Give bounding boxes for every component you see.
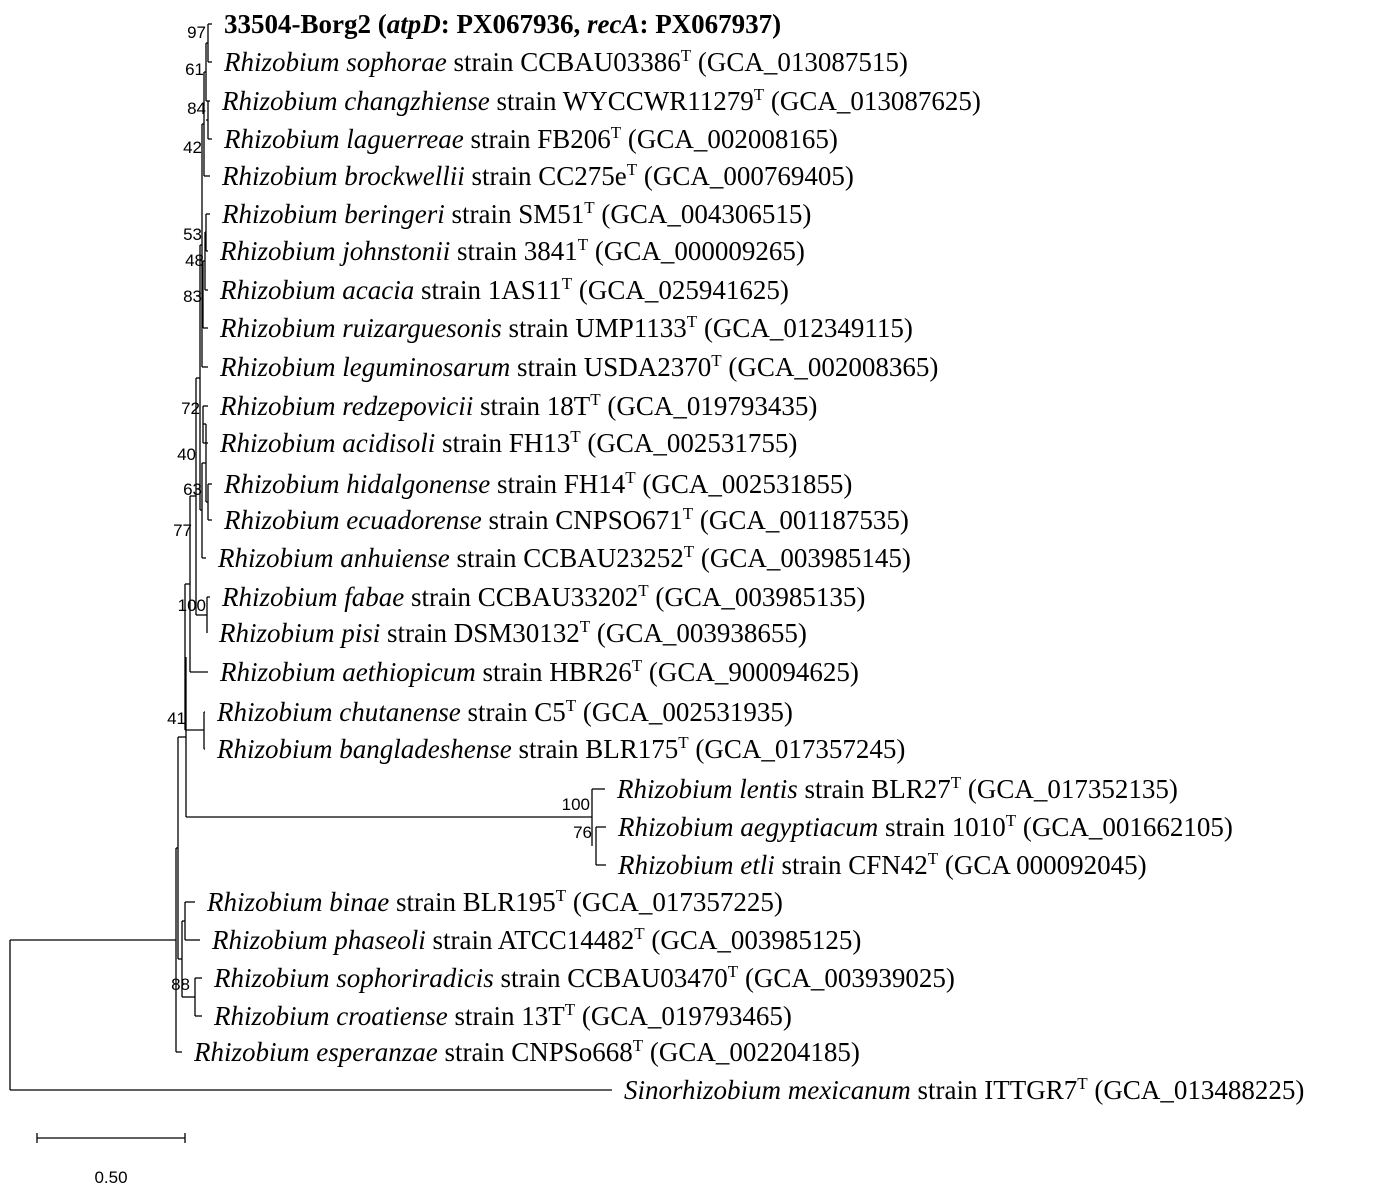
bootstrap-value: 84 [187,99,206,118]
species-name: Sinorhizobium mexicanum [624,1075,911,1105]
genome-accession: (GCA_004306515) [594,199,812,229]
genome-accession: (GCA_001187535) [693,505,909,535]
type-strain-mark: T [626,160,638,179]
scale-bar [37,1133,185,1186]
type-strain-mark: T [632,1036,644,1055]
genome-accession: (GCA_002008165) [621,124,838,154]
genome-accession: (GCA_003938655) [590,618,807,648]
gene-accession: : PX067937) [639,9,782,39]
type-strain-mark: T [565,696,577,715]
species-name: Rhizobium beringeri [222,199,445,229]
taxon-label [193,1036,860,1067]
strain-name: strain 1AS11 [414,275,562,305]
taxon-label [221,581,865,612]
bootstrap-value: 72 [181,399,200,418]
query-strain-label [224,9,781,39]
strain-name: strain BLR175 [511,734,679,764]
species-name: Rhizobium ruizarguesonis [220,313,502,343]
species-name: Rhizobium brockwellii [222,161,465,191]
species-name: Rhizobium bangladeshense [217,734,512,764]
type-strain-mark: T [1077,1074,1088,1093]
genome-accession: (GCA_003985125) [644,925,862,955]
taxon-label [219,390,817,421]
species-name: Rhizobium ecuadorense [224,505,482,535]
strain-name: strain CFN42 [774,850,928,880]
type-strain-mark: T [584,198,595,217]
species-name: Rhizobium johnstonii [220,236,451,266]
species-name: Rhizobium sophorae [224,47,447,77]
strain-name: strain ITTGR7 [910,1075,1078,1105]
bootstrap-value: 97 [187,23,206,42]
type-strain-mark: T [564,1000,576,1019]
genome-accession: (GCA_019793435) [600,391,818,421]
type-strain-mark: T [682,504,694,523]
genome-accession: (GCA_900094625) [642,657,859,687]
bootstrap-value: 88 [171,975,190,994]
taxon-label [221,198,811,229]
species-name: Rhizobium leguminosarum [220,352,511,382]
taxon-label [219,235,805,266]
bootstrap-value: 63 [183,480,202,499]
tip-labels [193,9,1304,1105]
bootstrap-value: 41 [167,709,186,728]
strain-name: strain ATCC14482 [425,925,635,955]
genome-accession: (GCA_003939025) [738,963,955,993]
species-name: Rhizobium acacia [220,275,415,305]
genome-accession: (GCA_001662105) [1016,812,1233,842]
bootstrap-value: 42 [183,138,202,157]
genome-accession: (GCA_013087515) [691,47,908,77]
taxon-label [617,811,1233,842]
genome-accession: (GCA_019793465) [575,1001,792,1031]
type-strain-mark: T [753,85,765,104]
type-strain-mark: T [590,390,601,409]
gene-name: recA [586,9,640,39]
genome-accession: (GCA_003985145) [694,543,911,573]
bootstrap-value: 77 [173,521,192,540]
type-strain-mark: T [561,274,573,293]
type-strain-mark: T [631,656,643,675]
type-strain-mark: T [680,46,692,65]
query-paren: ( [370,9,387,39]
type-strain-mark: T [727,962,739,981]
taxon-label [617,849,1147,880]
type-strain-mark: T [577,235,589,254]
species-name: Rhizobium esperanzae [194,1037,438,1067]
genome-accession: (GCA_017357225) [566,887,783,917]
strain-name: strain BLR195 [389,887,556,917]
gene-name: atpD [386,9,441,39]
type-strain-mark: T [579,617,591,636]
species-name: Rhizobium aethiopicum [220,657,476,687]
genome-accession: (GCA_002531855) [635,469,853,499]
species-name: Rhizobium sophoriradicis [214,963,494,993]
bootstrap-value: 100 [561,795,590,814]
strain-name: strain 18T [473,391,591,421]
strain-name: strain CCBAU23252 [449,543,684,573]
strain-name: strain FH13 [435,428,571,458]
species-name: Rhizobium laguerreae [224,124,464,154]
species-name: Rhizobium hidalgonense [224,469,491,499]
species-name: Rhizobium pisi [219,618,381,648]
bootstrap-value: 100 [177,596,206,615]
taxon-label [217,542,911,573]
genome-accession: (GCA_002531755) [580,428,798,458]
taxon-label [624,1074,1304,1105]
strain-name: strain CNPSO671 [481,505,683,535]
genome-accession: (GCA_002531935) [576,697,793,727]
genome-accession: (GCA_000009265) [588,236,805,266]
type-strain-mark: T [927,849,939,868]
genome-accession: (GCA_017352135) [961,774,1178,804]
bootstrap-value: 40 [177,445,196,464]
taxon-label [219,427,797,458]
taxon-label [216,696,793,727]
strain-name: strain SM51 [444,199,585,229]
taxon-label [213,1000,792,1031]
strain-name: strain CNPSo668 [437,1037,633,1067]
strain-name: strain CCBAU33202 [404,582,639,612]
type-strain-mark: T [570,427,581,446]
taxon-label [221,85,981,116]
bootstrap-value: 53 [183,225,202,244]
type-strain-mark: T [711,351,722,370]
species-name: Rhizobium croatiense [214,1001,448,1031]
strain-name: strain CCBAU03386 [446,47,681,77]
taxon-label [221,160,854,191]
strain-name: strain USDA2370 [510,352,712,382]
strain-name: strain 3841 [450,236,578,266]
genome-accession: (GCA_000769405) [637,161,854,191]
strain-name: strain UMP1133 [501,313,687,343]
type-strain-mark: T [686,312,698,331]
genome-accession: (GCA_017357245) [688,734,906,764]
type-strain-mark: T [625,468,636,487]
type-strain-mark: T [1005,811,1017,830]
genome-accession: (GCA_013087625) [764,86,981,116]
taxon-label [216,733,905,764]
type-strain-mark: T [634,924,645,943]
type-strain-mark: T [555,886,567,905]
species-name: Rhizobium aegyptiacum [618,812,879,842]
strain-name: strain FH14 [490,469,626,499]
strain-name: strain 13T [447,1001,565,1031]
strain-name: strain CC275e [464,161,627,191]
species-name: Rhizobium redzepovicii [220,391,474,421]
genome-accession: (GCA 000092045) [938,850,1147,880]
bootstrap-value: 76 [573,823,592,842]
taxon-label [223,504,909,535]
genome-accession: (GCA_012349115) [697,313,913,343]
taxon-label [219,274,789,305]
strain-name: strain BLR27 [797,774,951,804]
strain-name: strain DSM30132 [380,618,580,648]
taxon-label [219,312,913,343]
taxon-label [219,351,938,382]
query-name: 33504-Borg2 [224,9,371,39]
species-name: Rhizobium etli [618,850,775,880]
species-name: Rhizobium chutanense [217,697,461,727]
type-strain-mark: T [638,581,649,600]
taxon-label [223,123,838,154]
species-name: Rhizobium phaseoli [212,925,426,955]
genome-accession: (GCA_013488225) [1087,1075,1305,1105]
bootstrap-value: 83 [183,287,202,306]
species-name: Rhizobium acidisoli [220,428,436,458]
taxon-label [213,962,955,993]
genome-accession: (GCA_002204185) [643,1037,860,1067]
genome-accession: (GCA_003985135) [648,582,866,612]
species-name: Rhizobium binae [207,887,390,917]
strain-name: strain C5 [460,697,566,727]
strain-name: strain WYCCWR11279 [489,86,754,116]
type-strain-mark: T [610,123,622,142]
strain-name: strain FB206 [463,124,611,154]
strain-name: strain HBR26 [475,657,632,687]
gene-accession: : PX067936, [440,9,587,39]
type-strain-mark: T [678,733,689,752]
genome-accession: (GCA_002008365) [721,352,939,382]
species-name: Rhizobium changzhiense [222,86,490,116]
taxon-label [616,773,1178,804]
taxon-label [219,656,859,687]
taxon-label [223,46,908,77]
taxon-label [218,617,807,648]
type-strain-mark: T [683,542,695,561]
bootstrap-value: 61 [185,60,204,79]
genome-accession: (GCA_025941625) [572,275,789,305]
strain-name: strain 1010 [878,812,1006,842]
species-name: Rhizobium fabae [222,582,405,612]
bootstrap-value: 48 [185,251,204,270]
scale-bar-label: 0.50 [94,1168,128,1186]
taxon-label [223,468,852,499]
type-strain-mark: T [950,773,962,792]
taxon-label [211,924,861,955]
strain-name: strain CCBAU03470 [493,963,728,993]
species-name: Rhizobium lentis [617,774,798,804]
species-name: Rhizobium anhuiense [218,543,450,573]
taxon-label [206,886,783,917]
